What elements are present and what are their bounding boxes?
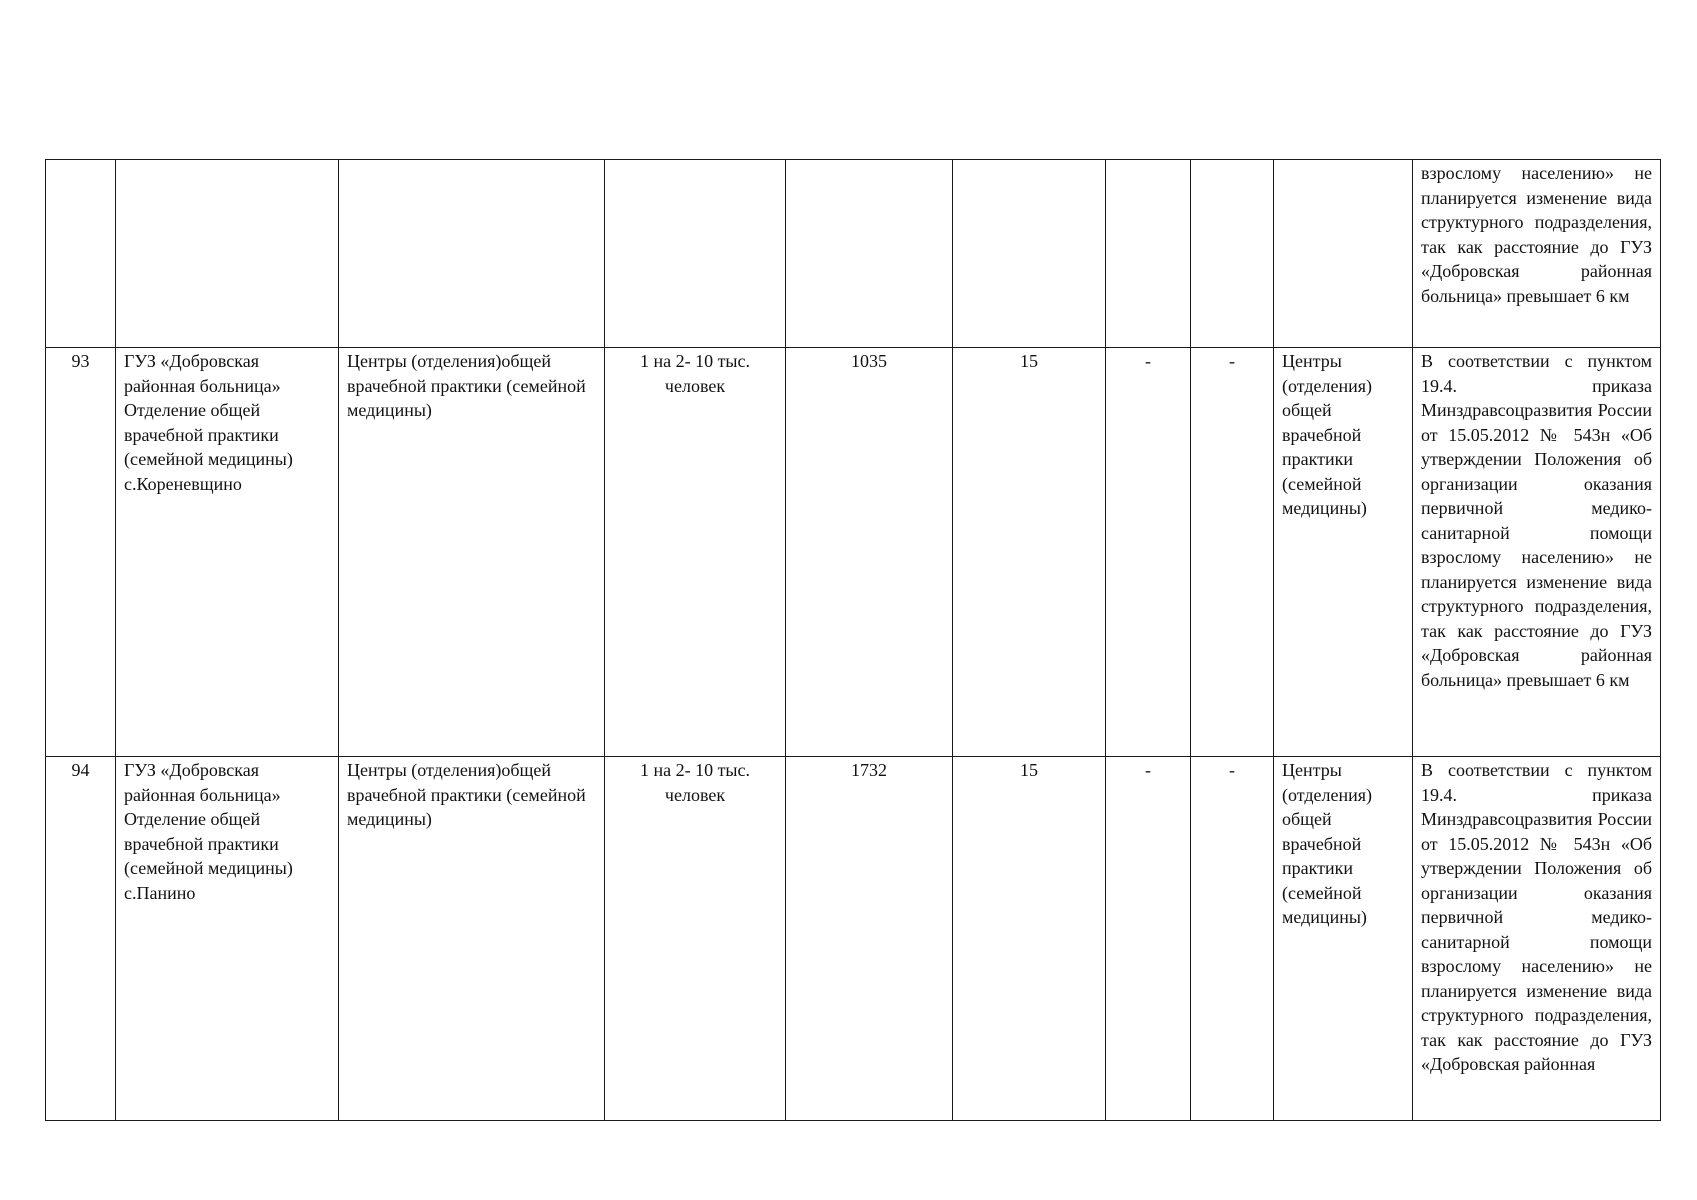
norm-text: 1 на 2- 10 тыс. человек	[639, 760, 751, 805]
cell-unit-type	[339, 757, 605, 1121]
cell-unit-type	[339, 160, 605, 348]
cell-col8	[1191, 160, 1274, 348]
cell-number: 94	[46, 757, 116, 1121]
cell-distance	[953, 160, 1106, 348]
cell-col7: -	[1106, 348, 1191, 757]
organization-text: ГУЗ «Добровская районная больница» Отделение общей врачебной практики (семейной медицины) с.Панино	[124, 760, 293, 903]
planned-type-text: Центры (отделения) общей врачебной практики (семейной медицины)	[1282, 351, 1373, 518]
unit-type-text: Центры (отделения)общей врачебной практики (семейной медицины)	[347, 351, 586, 420]
cell-planned-type	[1274, 757, 1413, 1121]
cell-note	[1413, 348, 1661, 757]
table-row	[46, 757, 1661, 1121]
cell-population: 1732	[786, 757, 953, 1121]
unit-type-text: Центры (отделения)общей врачебной практики (семейной медицины)	[347, 760, 586, 829]
cell-planned-type	[1274, 160, 1413, 348]
cell-col7	[1106, 160, 1191, 348]
cell-norm	[605, 757, 786, 1121]
note-text: В соответствии с пунктом 19.4. приказа Минздравсоцразвития России от 15.05.2012 № 543н «Об утверждении Положения об организации оказания первичной медико-санитарной помощи взрослому населению» не планируется изменение вида структурного подразделения, так как расстояние до ГУЗ «Добровская районная больница» превышает 6 км	[1421, 351, 1652, 690]
cell-organization	[116, 757, 339, 1121]
cell-distance: 15	[953, 348, 1106, 757]
note-text: В соответствии с пунктом 19.4. приказа Минздравсоцразвития России от 15.05.2012 № 543н «Об утверждении Положения об организации оказания первичной медико-санитарной помощи взрослому населению» не планируется изменение вида структурного подразделения, так как расстояние до ГУЗ «Добровская районная	[1421, 760, 1652, 1074]
cell-unit-type	[339, 348, 605, 757]
cell-number	[46, 160, 116, 348]
cell-population	[786, 160, 953, 348]
table-row-continuation	[46, 160, 1661, 348]
cell-organization	[116, 348, 339, 757]
table-row	[46, 348, 1661, 757]
organization-text: ГУЗ «Добровская районная больница» Отделение общей врачебной практики (семейной медицины) с.Кореневщино	[124, 351, 293, 494]
cell-norm	[605, 160, 786, 348]
cell-note	[1413, 757, 1661, 1121]
cell-col8: -	[1191, 348, 1274, 757]
cell-norm	[605, 348, 786, 757]
cell-organization	[116, 160, 339, 348]
planned-type-text: Центры (отделения) общей врачебной практики (семейной медицины)	[1282, 760, 1373, 927]
cell-col8: -	[1191, 757, 1274, 1121]
note-text: взрослому населению» не планируется изменение вида структурного подразделения, так как расстояние до ГУЗ «Добровская районная больница» превышает 6 км	[1421, 163, 1652, 306]
cell-note	[1413, 160, 1661, 348]
cell-number: 93	[46, 348, 116, 757]
cell-distance: 15	[953, 757, 1106, 1121]
norm-text: 1 на 2- 10 тыс. человек	[639, 351, 751, 396]
facilities-table	[45, 159, 1661, 1121]
cell-col7: -	[1106, 757, 1191, 1121]
cell-planned-type	[1274, 348, 1413, 757]
cell-population: 1035	[786, 348, 953, 757]
